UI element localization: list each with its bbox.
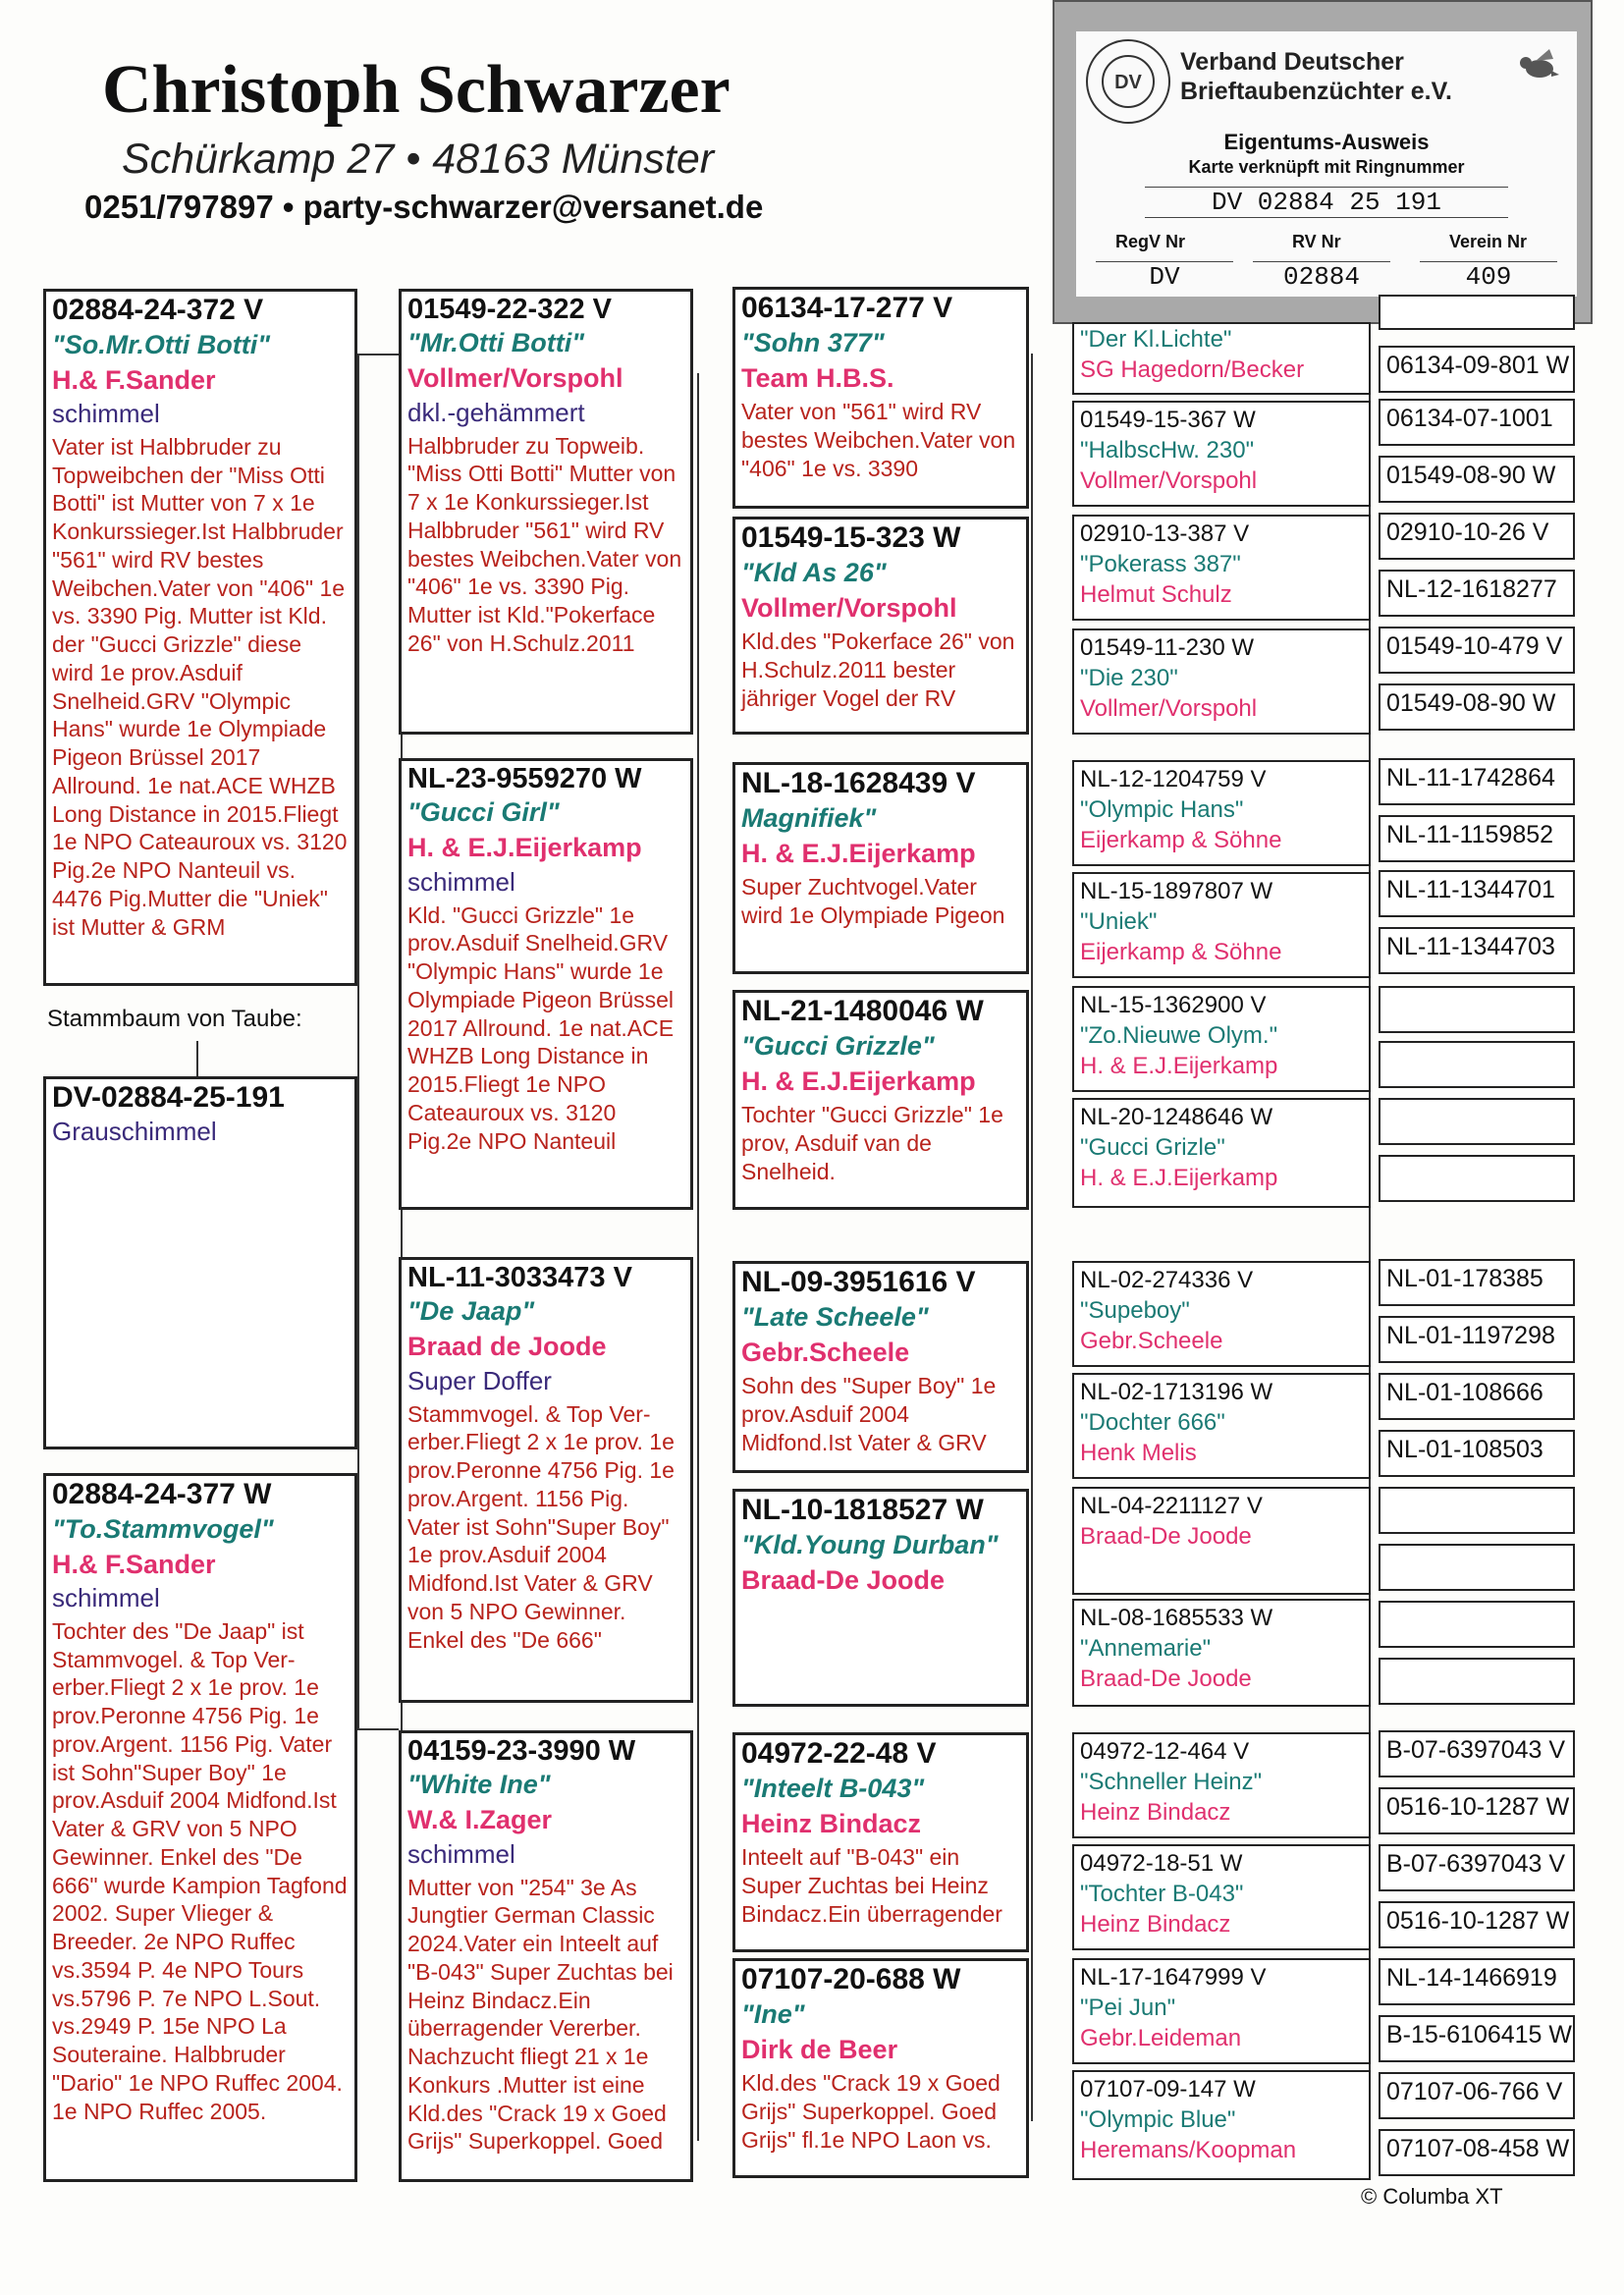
gen2-description: Kld. "Gucci Grizzle" 1e prov.Asduif Snelheid.GRV "Olympic Hans" wurde 1e Olympiade Pigeon Brüssel 2017 Allround. 1e nat.ACE WHZB Long Distance in 2015.Fliegt 1e NPO Cateauroux vs. 3120 Pig.2e NPO Nanteuil bbox=[407, 902, 675, 1154]
card-ring-number: DV 02884 25 191 bbox=[1145, 187, 1508, 218]
subject-ring: DV-02884-25-191 bbox=[52, 1081, 285, 1114]
gen4-breeder: Vollmer/Vorspohl bbox=[1080, 695, 1258, 723]
subject-card[interactable] bbox=[43, 1076, 357, 1449]
gen3-ring: NL-10-1818527 W bbox=[741, 1494, 984, 1526]
gen2-color: dkl.-gehämmert bbox=[407, 397, 585, 427]
gen3-description: Vater von "561" wird RV bestes Weibchen.Vater von "406" 1e vs. 3390 bbox=[741, 399, 1016, 481]
gen5-cell[interactable] bbox=[1379, 1098, 1575, 1145]
gen4-ring: NL-12-1204759 V bbox=[1080, 766, 1267, 792]
gen3-ring: 07107-20-688 W bbox=[741, 1963, 961, 1995]
gen3-card-1[interactable] bbox=[732, 287, 1029, 509]
sire-color: schimmel bbox=[52, 399, 160, 429]
gen4-card-7[interactable] bbox=[1072, 986, 1371, 1092]
gen4-name: "Der Kl.Lichte" bbox=[1080, 326, 1232, 353]
gen3-name: "Ine" bbox=[741, 1998, 805, 2029]
gen3-card-6[interactable] bbox=[732, 1489, 1029, 1707]
regv-value: DV bbox=[1096, 261, 1233, 292]
gen4-name: "Die 230" bbox=[1080, 665, 1178, 692]
gen2-description: Mutter von "254" 3e As Jungtier German Classic 2024.Vater ein Inteelt auf "B-043" Super Zuchtas bei Heinz Bindacz.Ein überragender Vererber. Nachzucht fliegt 21 x 1e Konkurs .Mutter ist eine Kld.des "Crack 19 x Goed Grijs" Superkoppel. Goed bbox=[407, 1874, 674, 2155]
gen5-cell[interactable]: 01549-10-479 V bbox=[1379, 627, 1575, 674]
gen2-breeder: Braad de Joode bbox=[407, 1332, 607, 1362]
dam-card[interactable] bbox=[43, 1473, 357, 2182]
verein-value: 409 bbox=[1420, 261, 1557, 292]
gen4-ring: 01549-11-230 W bbox=[1080, 634, 1254, 661]
org-name bbox=[1180, 47, 1452, 106]
gen3-name: "Sohn 377" bbox=[741, 327, 885, 357]
gen4-card-8[interactable] bbox=[1072, 1098, 1371, 1208]
gen4-ring: NL-15-1897807 W bbox=[1080, 878, 1273, 904]
gen2-name: "White Ine" bbox=[407, 1770, 551, 1800]
gen3-ring: NL-18-1628439 V bbox=[741, 767, 976, 799]
gen4-breeder: Gebr.Leideman bbox=[1080, 2025, 1242, 2052]
owner-name: Christoph Schwarzer bbox=[102, 52, 731, 128]
gen4-ring: 01549-15-367 W bbox=[1080, 407, 1256, 433]
gen2-ring: NL-11-3033473 V bbox=[407, 1262, 632, 1293]
gen4-name: "Pokerass 387" bbox=[1080, 551, 1241, 578]
gen5-cell[interactable]: B-07-6397043 V bbox=[1379, 1844, 1575, 1891]
gen4-name: "Annemarie" bbox=[1080, 1635, 1212, 1663]
dam-color: schimmel bbox=[52, 1583, 160, 1613]
gen3-card-4[interactable] bbox=[732, 990, 1029, 1210]
dam-description: Tochter des "De Jaap" ist Stammvogel. & Top Ver-erber.Fliegt 2 x 1e prov. 1e prov.Peronne 4756 Pig. 1e prov.Argent. 1156 Pig. Vater ist Sohn"Super Boy" 1e prov.Asduif 2004 Midfond.Ist Vater & GRV von 5 NPO Gewinner. Enkel des "De 666" wurde Kampion Tagfond 2002. Super Vlieger & Breeder. 2e NPO Ruffec vs.3594 P. 4e NPO Tours vs.5796 P. 7e NPO L.Sout. vs.2949 P. 15e NPO La Souteraine. Halbbruder "Dario" 1e NPO Ruffec 2004. 1e NPO Ruffec 2005. bbox=[52, 1617, 348, 2124]
gen3-ring: NL-09-3951616 V bbox=[741, 1266, 976, 1298]
gen4-card-11[interactable] bbox=[1072, 1487, 1371, 1595]
gen4-name: "Dochter 666" bbox=[1080, 1409, 1225, 1437]
gen3-ring: 04972-22-48 V bbox=[741, 1737, 937, 1770]
gen5-cell[interactable]: 02910-10-26 V bbox=[1379, 513, 1575, 560]
gen4-card-16[interactable] bbox=[1072, 2070, 1371, 2180]
gen4-breeder: Helmut Schulz bbox=[1080, 581, 1232, 609]
copyright: © Columba XT bbox=[1361, 2184, 1503, 2209]
card-title: Eigentums-Ausweis bbox=[1223, 130, 1430, 154]
gen3-card-8[interactable] bbox=[732, 1958, 1029, 2178]
gen2-color: schimmel bbox=[407, 1838, 515, 1869]
subject-color: Grauschimmel bbox=[52, 1116, 217, 1146]
gen3-breeder: Vollmer/Vorspohl bbox=[741, 592, 957, 623]
gen4-breeder: Eijerkamp & Söhne bbox=[1080, 827, 1282, 854]
gen2-breeder: Vollmer/Vorspohl bbox=[407, 363, 623, 394]
gen4-card-1[interactable] bbox=[1072, 322, 1371, 395]
gen5-cell[interactable]: NL-01-108666 bbox=[1379, 1373, 1575, 1420]
gen4-breeder: SG Hagedorn/Becker bbox=[1080, 356, 1305, 384]
regv-label: RegV Nr bbox=[1115, 232, 1186, 251]
gen3-breeder: H. & E.J.Eijerkamp bbox=[741, 838, 976, 868]
gen2-description: Halbbruder zu Topweib. "Miss Otti Botti" Mutter von 7 x 1e Konkurssieger.Ist Halbbruder "561" wird RV bestes Weibchen.Vater von "406" 1e vs. 3390 Pig. Mutter ist Kld."Pokerface 26" von H.Schulz.2011 bbox=[407, 432, 682, 656]
gen5-cell[interactable]: NL-01-1197298 bbox=[1379, 1316, 1575, 1363]
gen4-name: "Gucci Grizle" bbox=[1080, 1134, 1225, 1162]
gen3-description: Super Zuchtvogel.Vater wird 1e Olympiade Pigeon bbox=[741, 874, 1005, 928]
dv-logo bbox=[1086, 39, 1170, 124]
dv-logo-text: DV bbox=[1102, 55, 1155, 108]
gen4-breeder: Braad-De Joode bbox=[1080, 1523, 1252, 1551]
owner-contact: 0251/797897 • party-schwarzer@versanet.de bbox=[84, 189, 764, 225]
gen4-card-15[interactable] bbox=[1072, 1958, 1371, 2064]
sire-name: "So.Mr.Otti Botti" bbox=[52, 329, 271, 359]
gen5-cell[interactable] bbox=[1379, 1658, 1575, 1705]
ownership-card bbox=[1053, 0, 1593, 324]
gen5-cell[interactable] bbox=[1379, 986, 1575, 1033]
gen5-cell[interactable] bbox=[1379, 295, 1575, 330]
gen3-breeder: H. & E.J.Eijerkamp bbox=[741, 1066, 976, 1096]
gen4-card-12[interactable] bbox=[1072, 1599, 1371, 1707]
gen2-breeder: H. & E.J.Eijerkamp bbox=[407, 833, 642, 863]
gen4-card-6[interactable] bbox=[1072, 872, 1371, 978]
gen3-ring: 06134-17-277 V bbox=[741, 292, 953, 324]
gen4-name: "Zo.Nieuwe Olym." bbox=[1080, 1022, 1278, 1050]
gen5-cell[interactable]: NL-01-178385 bbox=[1379, 1259, 1575, 1306]
gen4-card-4[interactable] bbox=[1072, 628, 1371, 735]
gen2-breeder: W.& I.Zager bbox=[407, 1805, 553, 1835]
gen5-cell[interactable] bbox=[1379, 1155, 1575, 1202]
gen4-card-9[interactable] bbox=[1072, 1261, 1371, 1367]
gen3-description: Sohn des "Super Boy" 1e prov.Asduif 2004 Midfond.Ist Vater & GRV bbox=[741, 1373, 997, 1455]
gen4-breeder: H. & E.J.Eijerkamp bbox=[1080, 1165, 1278, 1192]
gen3-name: "Kld As 26" bbox=[741, 557, 887, 587]
gen5-cell[interactable]: NL-11-1344703 bbox=[1379, 927, 1575, 974]
ownership-card-inner bbox=[1076, 31, 1577, 297]
gen4-ring: NL-15-1362900 V bbox=[1080, 992, 1267, 1018]
gen4-ring: 07107-09-147 W bbox=[1080, 2076, 1256, 2103]
gen3-description: Tochter "Gucci Grizzle" 1e prov, Asduif van de Snelheid. bbox=[741, 1102, 1003, 1184]
gen5-cell[interactable]: NL-11-1159852 bbox=[1379, 815, 1575, 862]
gen3-ring: NL-21-1480046 W bbox=[741, 995, 984, 1027]
gen5-cell[interactable]: NL-11-1742864 bbox=[1379, 758, 1575, 805]
gen3-card-7[interactable] bbox=[732, 1732, 1029, 1952]
sire-card[interactable] bbox=[43, 289, 357, 986]
rv-value: 02884 bbox=[1253, 261, 1390, 292]
gen4-card-13[interactable] bbox=[1072, 1732, 1371, 1838]
sire-breeder: H.& F.Sander bbox=[52, 364, 216, 395]
gen5-cell[interactable] bbox=[1379, 1601, 1575, 1648]
sire-ring: 02884-24-372 V bbox=[52, 294, 264, 326]
gen2-color: Super Doffer bbox=[407, 1365, 552, 1395]
gen2-card-1[interactable] bbox=[399, 289, 693, 735]
gen5-cell[interactable]: 01549-08-90 W bbox=[1379, 456, 1575, 503]
gen3-breeder: Team H.B.S. bbox=[741, 362, 894, 393]
pigeon-icon bbox=[1516, 45, 1559, 88]
org-line-2: Brieftaubenzüchter e.V. bbox=[1180, 78, 1452, 105]
gen3-description: Inteelt auf "B-043" ein Super Zuchtas bei Heinz Bindacz.Ein überragender bbox=[741, 1844, 1002, 1927]
sire-description: Vater ist Halbbruder zu Topweibchen der "Miss Otti Botti" ist Mutter von 7 x 1e Konkurssieger.Ist Halbbruder "561" wird RV bestes Weibchen.Vater von "406" 1e vs. 3390 Pig. Mutter ist Kld. der "Gucci Grizzle" diese wird 1e prov.Asduif Snelheid.GRV "Olympic Hans" wurde 1e Olympiade Pigeon Brüssel 2017 Allround. 1e nat.ACE WHZB Long Distance in 2015.Fliegt 1e NPO Cateauroux vs. 3120 Pig.2e NPO Nanteuil vs. 4476 Pig.Mutter die "Uniek" ist Mutter & GRM bbox=[52, 433, 348, 940]
gen3-card-2[interactable] bbox=[732, 517, 1029, 735]
gen3-name: "Gucci Grizzle" bbox=[741, 1030, 935, 1061]
gen4-name: "Pei Jun" bbox=[1080, 1994, 1176, 2022]
gen5-cell[interactable]: NL-12-1618277 bbox=[1379, 570, 1575, 617]
owner-address: Schürkamp 27 • 48163 Münster bbox=[122, 136, 715, 183]
gen4-breeder: Heinz Bindacz bbox=[1080, 1799, 1231, 1827]
verein-label: Verein Nr bbox=[1449, 232, 1528, 251]
gen5-cell[interactable]: 01549-08-90 W bbox=[1379, 683, 1575, 731]
gen5-cell[interactable] bbox=[1379, 1041, 1575, 1088]
gen2-name: "De Jaap" bbox=[407, 1296, 535, 1327]
gen5-cell[interactable]: 07107-08-458 W bbox=[1379, 2129, 1575, 2176]
gen2-name: "Mr.Otti Botti" bbox=[407, 328, 585, 358]
gen4-name: "Olympic Hans" bbox=[1080, 796, 1244, 824]
gen4-name: "HalbscHw. 230" bbox=[1080, 437, 1255, 464]
gen2-color: schimmel bbox=[407, 866, 515, 897]
gen5-cell[interactable]: 06134-09-801 W bbox=[1379, 346, 1575, 393]
gen3-card-5[interactable] bbox=[732, 1261, 1029, 1473]
gen5-cell[interactable]: B-07-6397043 V bbox=[1379, 1730, 1575, 1777]
gen3-description: Kld.des "Pokerface 26" von H.Schulz.2011 bester jähriger Vogel der RV bbox=[741, 628, 1015, 711]
gen3-name: Magnifiek" bbox=[741, 802, 877, 833]
gen2-card-3[interactable] bbox=[399, 1257, 693, 1703]
gen4-ring: 04972-12-464 V bbox=[1080, 1738, 1250, 1765]
gen5-cell[interactable]: 07107-06-766 V bbox=[1379, 2072, 1575, 2119]
dam-name: "To.Stammvogel" bbox=[52, 1513, 274, 1544]
gen4-breeder: Vollmer/Vorspohl bbox=[1080, 467, 1258, 495]
gen4-breeder: Eijerkamp & Söhne bbox=[1080, 939, 1282, 966]
gen4-name: "Tochter B-043" bbox=[1080, 1881, 1244, 1908]
gen2-ring: 01549-22-322 V bbox=[407, 294, 612, 325]
gen4-name: "Olympic Blue" bbox=[1080, 2106, 1236, 2134]
gen4-breeder: Braad-De Joode bbox=[1080, 1666, 1252, 1693]
gen5-cell[interactable]: 0516-10-1287 W bbox=[1379, 1787, 1575, 1834]
gen4-breeder: Henk Melis bbox=[1080, 1440, 1197, 1467]
card-subtitle: Karte verknüpft mit Ringnummer bbox=[1188, 157, 1465, 177]
gen4-ring: NL-02-274336 V bbox=[1080, 1267, 1254, 1293]
gen3-breeder: Heinz Bindacz bbox=[741, 1808, 922, 1838]
dam-breeder: H.& F.Sander bbox=[52, 1549, 216, 1579]
gen3-breeder: Dirk de Beer bbox=[741, 2034, 898, 2064]
gen4-ring: NL-08-1685533 W bbox=[1080, 1605, 1273, 1631]
gen5-cell[interactable]: 06134-07-1001 bbox=[1379, 399, 1575, 446]
gen3-ring: 01549-15-323 W bbox=[741, 521, 961, 554]
gen4-card-5[interactable] bbox=[1072, 760, 1371, 866]
gen2-name: "Gucci Girl" bbox=[407, 797, 560, 828]
gen4-ring: 02910-13-387 V bbox=[1080, 520, 1250, 547]
gen4-card-14[interactable] bbox=[1072, 1844, 1371, 1950]
rv-label: RV Nr bbox=[1292, 232, 1341, 251]
gen5-cell[interactable]: NL-14-1466919 bbox=[1379, 1958, 1575, 2005]
gen4-ring: NL-17-1647999 V bbox=[1080, 1964, 1267, 1991]
gen5-cell[interactable]: NL-11-1344701 bbox=[1379, 870, 1575, 917]
gen3-name: "Kld.Young Durban" bbox=[741, 1529, 999, 1559]
gen3-name: "Inteelt B-043" bbox=[741, 1773, 925, 1803]
gen4-breeder: Gebr.Scheele bbox=[1080, 1328, 1223, 1355]
gen4-ring: NL-02-1713196 W bbox=[1080, 1379, 1273, 1405]
stammbaum-label: Stammbaum von Taube: bbox=[47, 1006, 302, 1032]
gen4-name: "Uniek" bbox=[1080, 908, 1158, 936]
dam-ring: 02884-24-377 W bbox=[52, 1478, 272, 1510]
gen4-ring: 04972-18-51 W bbox=[1080, 1850, 1243, 1877]
gen4-card-10[interactable] bbox=[1072, 1373, 1371, 1479]
gen3-name: "Late Scheele" bbox=[741, 1301, 929, 1332]
gen2-card-4[interactable] bbox=[399, 1730, 693, 2182]
gen4-card-3[interactable] bbox=[1072, 515, 1371, 621]
gen5-cell[interactable]: 0516-10-1287 W bbox=[1379, 1901, 1575, 1948]
gen4-ring: NL-04-2211127 V bbox=[1080, 1493, 1263, 1519]
org-line-1: Verband Deutscher bbox=[1180, 48, 1404, 76]
gen5-cell[interactable]: B-15-6106415 W bbox=[1379, 2015, 1575, 2062]
gen4-ring: NL-20-1248646 W bbox=[1080, 1104, 1273, 1130]
gen4-breeder: Heremans/Koopman bbox=[1080, 2137, 1297, 2164]
gen2-ring: 04159-23-3990 W bbox=[407, 1735, 636, 1767]
gen5-cell[interactable] bbox=[1379, 1544, 1575, 1591]
gen3-description: Kld.des "Crack 19 x Goed Grijs" Superkoppel. Goed Grijs" fl.1e NPO Laon vs. bbox=[741, 2070, 1001, 2153]
gen3-breeder: Braad-De Joode bbox=[741, 1564, 946, 1595]
gen4-card-2[interactable] bbox=[1072, 401, 1371, 507]
gen5-cell[interactable] bbox=[1379, 1487, 1575, 1534]
gen4-breeder: H. & E.J.Eijerkamp bbox=[1080, 1053, 1278, 1080]
gen4-name: "Schneller Heinz" bbox=[1080, 1769, 1263, 1796]
gen2-card-2[interactable] bbox=[399, 758, 693, 1210]
gen4-name: "Supeboy" bbox=[1080, 1297, 1190, 1325]
gen4-breeder: Heinz Bindacz bbox=[1080, 1911, 1231, 1939]
gen3-card-3[interactable] bbox=[732, 762, 1029, 974]
gen5-cell[interactable]: NL-01-108503 bbox=[1379, 1430, 1575, 1477]
gen2-ring: NL-23-9559270 W bbox=[407, 763, 642, 794]
gen2-description: Stammvogel. & Top Ver-erber.Fliegt 2 x 1e prov. 1e prov.Peronne 4756 Pig. 1e prov.Argent. 1156 Pig. Vater ist Sohn"Super Boy" 1e prov.Asduif 2004 Midfond.Ist Vater & GRV von 5 NPO Gewinner. Enkel des "De 666" bbox=[407, 1400, 675, 1653]
gen3-breeder: Gebr.Scheele bbox=[741, 1337, 910, 1367]
